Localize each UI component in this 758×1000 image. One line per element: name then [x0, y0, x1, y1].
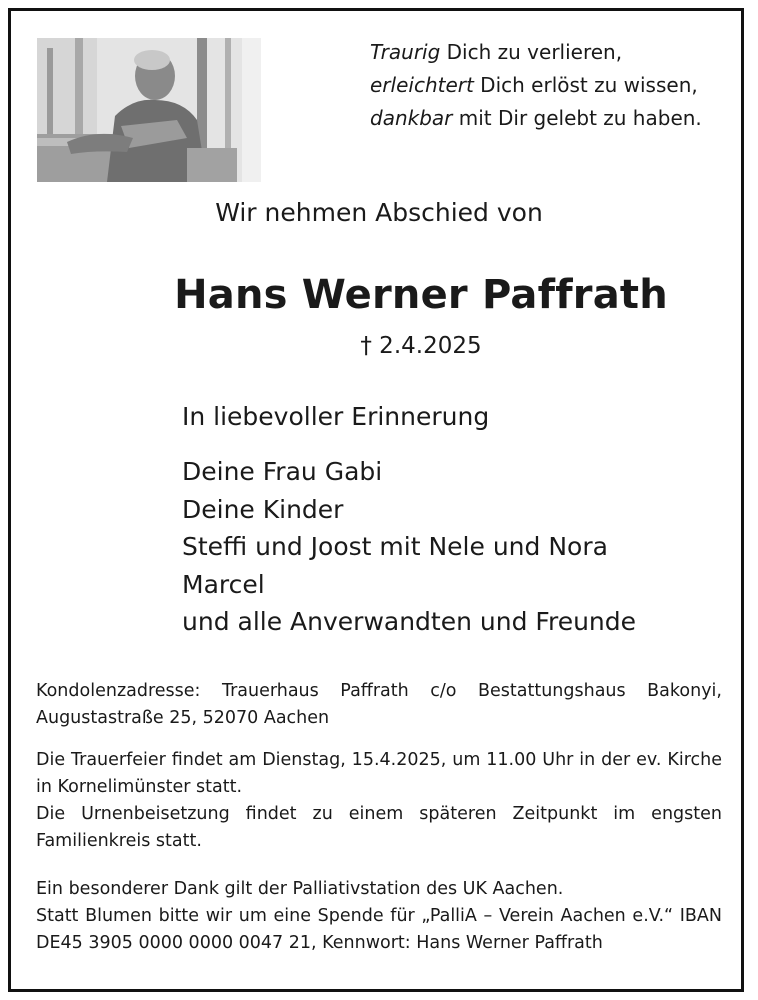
family-list: [182, 453, 636, 641]
family-member: Deine Frau Gabi: [182, 457, 383, 486]
quote-text: Dich zu verlieren,: [440, 40, 623, 64]
death-date: † 2.4.2025: [360, 333, 482, 359]
portrait-photo: [37, 38, 261, 182]
urn-burial-text: Die Urnenbeisetzung findet zu einem späteren Zeitpunkt im engsten Familienkreis statt.: [36, 804, 722, 851]
family-member: Steffi und Joost mit Nele und Nora: [182, 532, 608, 561]
quote-emphasis: Traurig: [370, 40, 441, 64]
thanks-text: Ein besonderer Dank gilt der Palliativstation des UK Aachen.: [36, 879, 564, 899]
family-member: und alle Anverwandten und Freunde: [182, 607, 637, 636]
quote-line: [370, 102, 702, 135]
donation-text: Statt Blumen bitte wir um eine Spende für „PalliA – Verein Aachen e.V.“ IBAN DE45 3905 0000 0000 0047 21, Kennwort: Hans Werner Paffrath: [36, 906, 722, 953]
farewell-intro: Wir nehmen Abschied von: [215, 198, 543, 227]
funeral-info: [36, 747, 722, 855]
quote-emphasis: erleichtert: [370, 73, 474, 97]
quote-emphasis: dankbar: [370, 106, 453, 130]
quote-block: [370, 36, 702, 135]
deceased-name: Hans Werner Paffrath: [174, 272, 668, 318]
family-member: Deine Kinder: [182, 494, 344, 524]
funeral-service-text: Die Trauerfeier findet am Dienstag, 15.4.2025, um 11.00 Uhr in der ev. Kirche in Kornelimünster statt.: [36, 750, 722, 797]
family-member: Marcel: [182, 569, 265, 599]
condolence-address: Kondolenzadresse: Trauerhaus Paffrath c/o Bestattungshaus Bakonyi, Augustastraße 25, 52070 Aachen: [36, 681, 722, 728]
quote-line: [370, 36, 702, 69]
memory-heading: In liebevoller Erinnerung: [182, 402, 490, 431]
quote-text: mit Dir gelebt zu haben.: [452, 106, 702, 130]
quote-line: [370, 69, 702, 102]
thanks-and-donation: [36, 876, 722, 957]
quote-text: Dich erlöst zu wissen,: [473, 73, 698, 97]
